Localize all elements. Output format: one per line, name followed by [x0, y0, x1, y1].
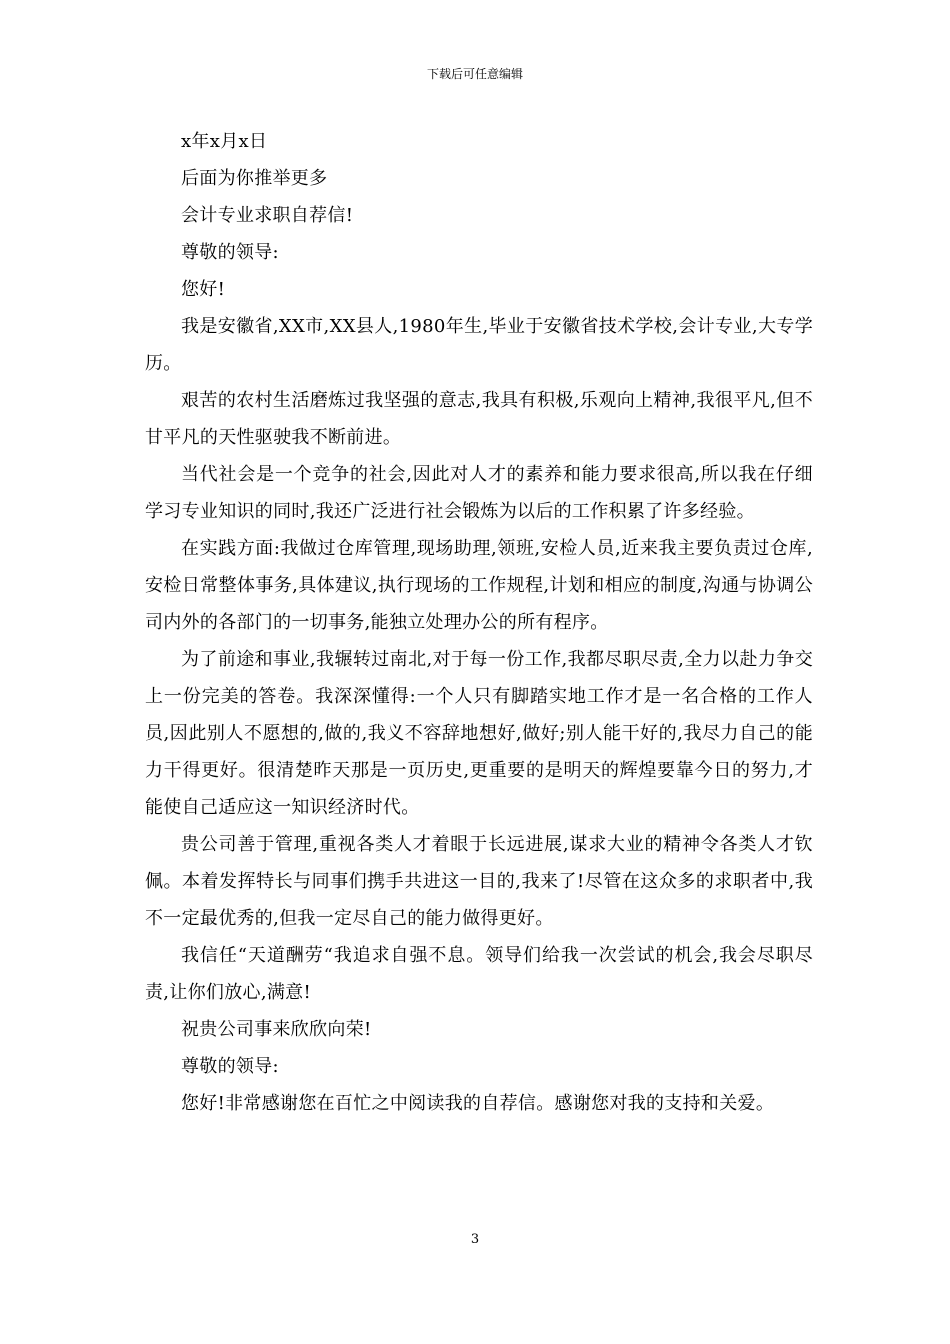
header-text: 下载后可任意编辑: [426, 67, 523, 81]
salutation-second: 尊敬的领导:: [181, 1056, 279, 1077]
page-number: 3: [470, 1232, 480, 1247]
paragraph-practice: 在实践方面:我做过仓库管理,现场助理,领班,安检人员,近来我主要负责过仓库,安检日常整体事务,具体建议,执行现场的工作规程,计划和相应的制度,沟通与协调公司内外的各部门的一切事务,能独立处理办公的所有程序。: [145, 538, 813, 633]
date-line: x年x月x日: [181, 131, 268, 152]
page-header: [0, 66, 950, 82]
paragraph-intro: 我是安徽省,XX市,XX县人,1980年生,毕业于安徽省技术学校,会计专业,大专学历。: [145, 316, 813, 374]
salutation: 尊敬的领导:: [181, 242, 279, 263]
greeting: 您好!: [181, 279, 226, 300]
paragraph-belief: 我信任“天道酬劳“我追求自强不息。领导们给我一次尝试的机会,我会尽职尽责,让你们放心,满意!: [145, 945, 813, 1003]
greeting-second: 您好!非常感谢您在百忙之中阅读我的自荐信。感谢您对我的支持和关爱。: [181, 1093, 775, 1114]
closing-wish: 祝贵公司事来欣欣向荣!: [181, 1019, 372, 1040]
paragraph-company: 贵公司善于管理,重视各类人才着眼于长远进展,谋求大业的精神令各类人才钦佩。本着发挥特长与同事们携手共进这一目的,我来了!尽管在这众多的求职者中,我不一定最优秀的,但我一定尽自己的能力做得更好。: [145, 834, 813, 929]
document-body: [145, 123, 813, 1122]
paragraph-career: 为了前途和事业,我辗转过南北,对于每一份工作,我都尽职尽责,全力以赴力争交上一份完美的答卷。我深深懂得:一个人只有脚踏实地工作才是一名合格的工作人员,因此别人不愿想的,做的,我义不容辞地想好,做好;别人能干好的,我尽力自己的能力干得更好。很清楚昨天那是一页历史,更重要的是明天的辉煌要靠今日的努力,才能使自己适应这一知识经济时代。: [145, 649, 813, 818]
letter-title: 会计专业求职自荐信!: [181, 205, 354, 226]
page-footer: [0, 1231, 950, 1249]
paragraph-character: 艰苦的农村生活磨炼过我坚强的意志,我具有积极,乐观向上精神,我很平凡,但不甘平凡的天性驱驶我不断前进。: [145, 390, 813, 448]
recommendation-line: 后面为你推举更多: [181, 168, 328, 189]
paragraph-study: 当代社会是一个竞争的社会,因此对人才的素养和能力要求很高,所以我在仔细学习专业知识的同时,我还广泛进行社会锻炼为以后的工作积累了许多经验。: [145, 464, 813, 522]
